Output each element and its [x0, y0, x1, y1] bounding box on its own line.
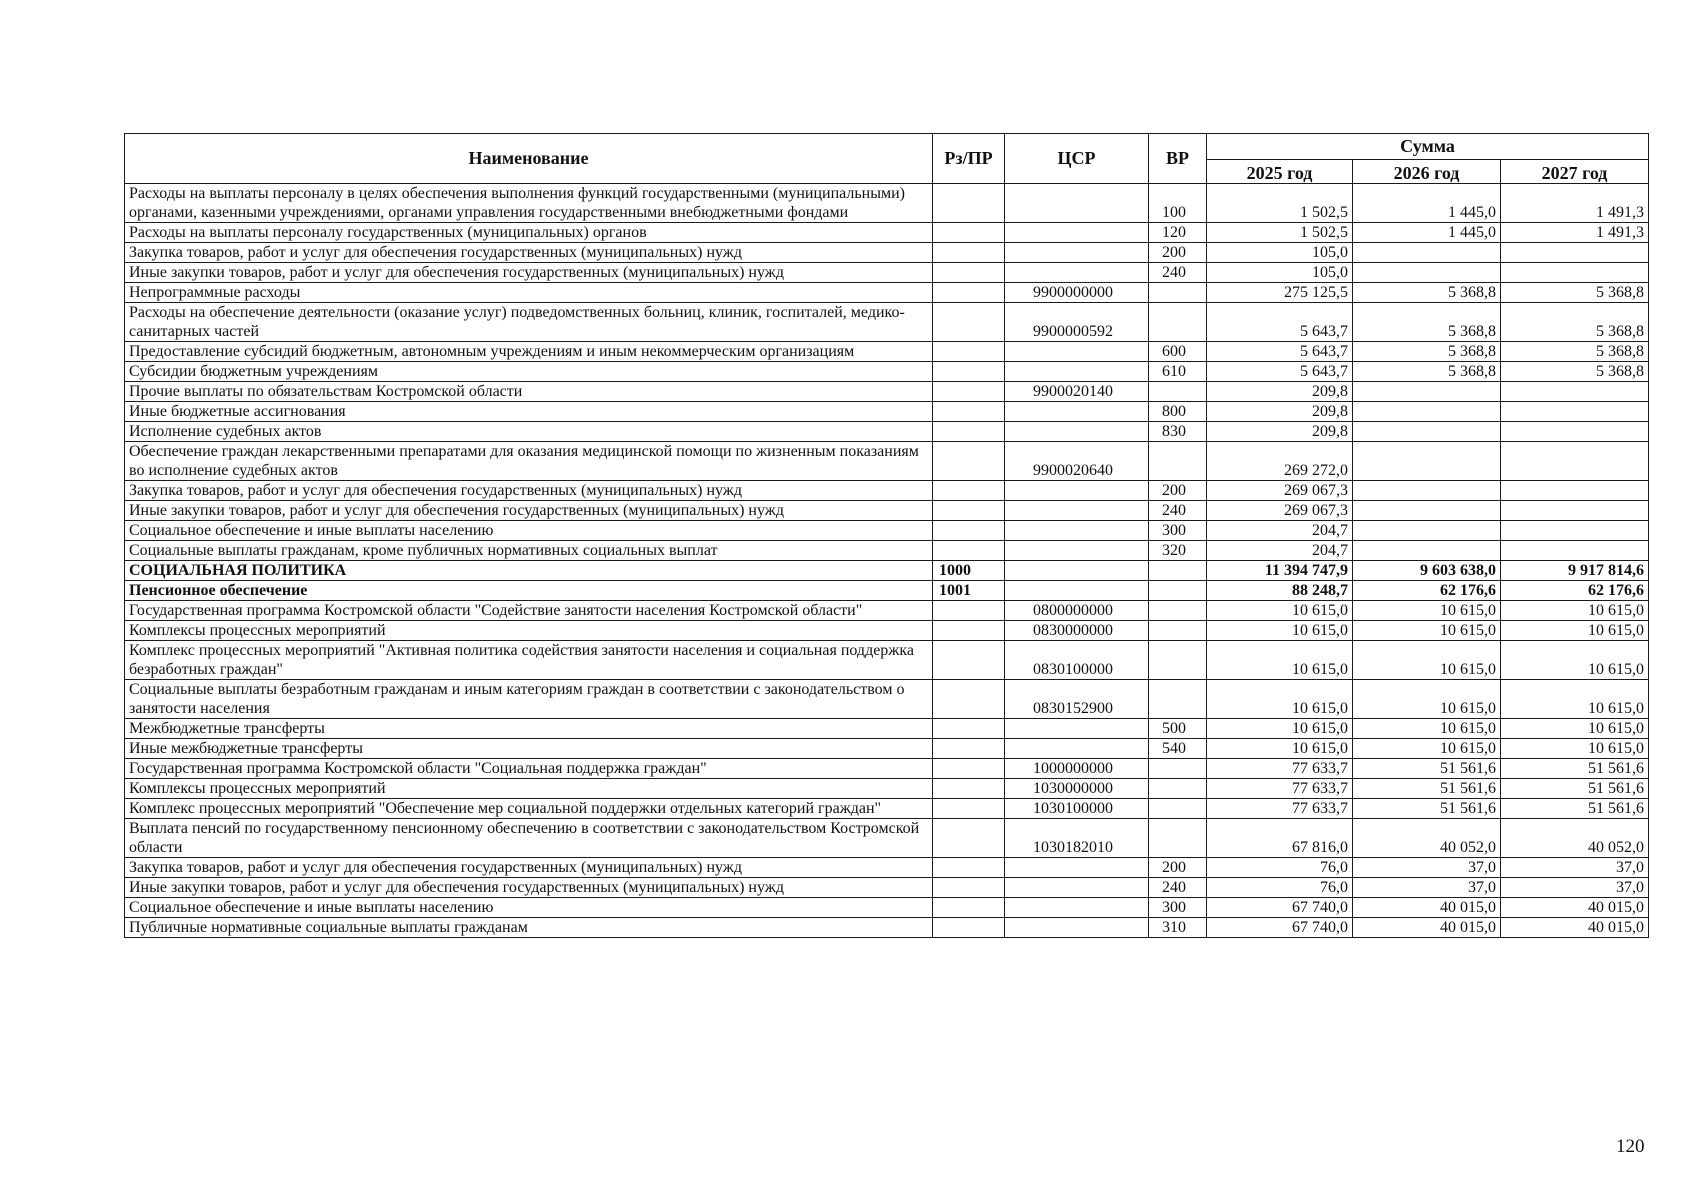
cell-rzpr [933, 382, 1005, 402]
cell-y2025: 77 633,7 [1207, 799, 1353, 819]
table-row [125, 382, 1649, 402]
table-row [125, 481, 1649, 501]
header-year-2026: 2026 год [1353, 160, 1501, 184]
cell-name: Закупка товаров, работ и услуг для обеспечения государственных (муниципальных) нужд [125, 481, 933, 501]
cell-y2027: 10 615,0 [1501, 719, 1649, 739]
cell-y2025: 10 615,0 [1207, 601, 1353, 621]
cell-csr [1005, 858, 1149, 878]
cell-csr: 0800000000 [1005, 601, 1149, 621]
table-row [125, 601, 1649, 621]
cell-csr: 9900020640 [1005, 442, 1149, 481]
cell-y2027 [1501, 521, 1649, 541]
cell-y2025: 10 615,0 [1207, 680, 1353, 719]
cell-y2027 [1501, 243, 1649, 263]
cell-y2027: 10 615,0 [1501, 621, 1649, 641]
cell-y2026: 10 615,0 [1353, 739, 1501, 759]
cell-y2026: 37,0 [1353, 858, 1501, 878]
cell-rzpr [933, 263, 1005, 283]
cell-vr [1149, 283, 1207, 303]
budget-table [124, 133, 1649, 938]
cell-name: Социальные выплаты безработным гражданам и иным категориям граждан в соответствии с законодательством о занятости населения [125, 680, 933, 719]
cell-y2026 [1353, 243, 1501, 263]
page-number: 120 [1616, 1136, 1645, 1157]
cell-y2026 [1353, 541, 1501, 561]
cell-vr: 200 [1149, 858, 1207, 878]
cell-y2025: 269 067,3 [1207, 501, 1353, 521]
cell-rzpr [933, 858, 1005, 878]
cell-csr: 9900000592 [1005, 303, 1149, 342]
cell-y2027: 10 615,0 [1501, 739, 1649, 759]
cell-vr: 200 [1149, 243, 1207, 263]
cell-y2027: 37,0 [1501, 858, 1649, 878]
header-name: Наименование [125, 134, 933, 184]
cell-name: Обеспечение граждан лекарственными препаратами для оказания медицинской помощи по жизненным показаниям во исполнение судебных актов [125, 442, 933, 481]
cell-y2027: 40 052,0 [1501, 819, 1649, 858]
cell-name: Закупка товаров, работ и услуг для обеспечения государственных (муниципальных) нужд [125, 243, 933, 263]
cell-y2027: 5 368,8 [1501, 362, 1649, 382]
cell-csr: 9900000000 [1005, 283, 1149, 303]
cell-rzpr: 1001 [933, 581, 1005, 601]
cell-y2025: 269 272,0 [1207, 442, 1353, 481]
table-row [125, 641, 1649, 680]
cell-vr [1149, 442, 1207, 481]
cell-vr: 800 [1149, 402, 1207, 422]
cell-vr [1149, 382, 1207, 402]
cell-vr: 300 [1149, 898, 1207, 918]
cell-name: Государственная программа Костромской области "Содействие занятости населения Костромской области" [125, 601, 933, 621]
cell-rzpr [933, 601, 1005, 621]
cell-y2025: 67 816,0 [1207, 819, 1353, 858]
cell-rzpr [933, 303, 1005, 342]
cell-y2027 [1501, 422, 1649, 442]
cell-csr [1005, 501, 1149, 521]
cell-y2027 [1501, 263, 1649, 283]
cell-vr: 240 [1149, 263, 1207, 283]
cell-rzpr [933, 878, 1005, 898]
table-row [125, 362, 1649, 382]
cell-rzpr [933, 541, 1005, 561]
cell-csr: 0830000000 [1005, 621, 1149, 641]
cell-name: Расходы на выплаты персоналу государственных (муниципальных) органов [125, 223, 933, 243]
table-row [125, 719, 1649, 739]
cell-y2026: 5 368,8 [1353, 362, 1501, 382]
cell-name: СОЦИАЛЬНАЯ ПОЛИТИКА [125, 561, 933, 581]
cell-vr [1149, 641, 1207, 680]
cell-vr [1149, 680, 1207, 719]
header-year-2027: 2027 год [1501, 160, 1649, 184]
cell-rzpr [933, 184, 1005, 223]
cell-y2026 [1353, 263, 1501, 283]
cell-csr [1005, 561, 1149, 581]
cell-name: Иные бюджетные ассигнования [125, 402, 933, 422]
cell-rzpr [933, 680, 1005, 719]
table-row [125, 739, 1649, 759]
cell-y2025: 209,8 [1207, 382, 1353, 402]
table-row [125, 521, 1649, 541]
table-row [125, 402, 1649, 422]
table-row [125, 621, 1649, 641]
cell-rzpr [933, 759, 1005, 779]
cell-csr: 0830100000 [1005, 641, 1149, 680]
cell-name: Расходы на обеспечение деятельности (оказание услуг) подведомственных больниц, клиник, госпиталей, медико-санитарных частей [125, 303, 933, 342]
cell-rzpr [933, 442, 1005, 481]
cell-csr [1005, 581, 1149, 601]
cell-rzpr [933, 641, 1005, 680]
header-csr: ЦСР [1005, 134, 1149, 184]
cell-vr [1149, 303, 1207, 342]
cell-name: Непрограммные расходы [125, 283, 933, 303]
cell-vr [1149, 561, 1207, 581]
cell-y2026: 10 615,0 [1353, 680, 1501, 719]
cell-y2027: 51 561,6 [1501, 799, 1649, 819]
cell-csr: 1000000000 [1005, 759, 1149, 779]
cell-y2026 [1353, 402, 1501, 422]
cell-y2027 [1501, 541, 1649, 561]
table-row [125, 918, 1649, 938]
cell-y2025: 1 502,5 [1207, 184, 1353, 223]
cell-vr [1149, 581, 1207, 601]
cell-name: Выплата пенсий по государственному пенсионному обеспечению в соответствии с законодательством Костромской области [125, 819, 933, 858]
cell-csr: 9900020140 [1005, 382, 1149, 402]
cell-y2027 [1501, 481, 1649, 501]
cell-name: Иные закупки товаров, работ и услуг для обеспечения государственных (муниципальных) нужд [125, 878, 933, 898]
cell-y2026: 62 176,6 [1353, 581, 1501, 601]
cell-y2026: 37,0 [1353, 878, 1501, 898]
cell-vr [1149, 819, 1207, 858]
cell-csr: 1030000000 [1005, 779, 1149, 799]
cell-y2025: 76,0 [1207, 878, 1353, 898]
cell-vr [1149, 779, 1207, 799]
cell-y2027: 10 615,0 [1501, 641, 1649, 680]
table-row [125, 779, 1649, 799]
cell-csr: 0830152900 [1005, 680, 1149, 719]
cell-csr: 1030182010 [1005, 819, 1149, 858]
cell-y2026: 10 615,0 [1353, 621, 1501, 641]
cell-y2025: 105,0 [1207, 243, 1353, 263]
table-row [125, 680, 1649, 719]
cell-csr [1005, 481, 1149, 501]
cell-y2026 [1353, 442, 1501, 481]
table-row [125, 581, 1649, 601]
cell-rzpr [933, 481, 1005, 501]
table-row [125, 422, 1649, 442]
cell-name: Прочие выплаты по обязательствам Костромской области [125, 382, 933, 402]
cell-csr [1005, 521, 1149, 541]
table-row [125, 243, 1649, 263]
table-row [125, 184, 1649, 223]
cell-y2025: 209,8 [1207, 402, 1353, 422]
cell-vr: 320 [1149, 541, 1207, 561]
table-row [125, 303, 1649, 342]
cell-y2025: 67 740,0 [1207, 918, 1353, 938]
cell-name: Иные закупки товаров, работ и услуг для обеспечения государственных (муниципальных) нужд [125, 263, 933, 283]
cell-rzpr: 1000 [933, 561, 1005, 581]
cell-y2026 [1353, 521, 1501, 541]
cell-csr [1005, 184, 1149, 223]
cell-y2026: 40 015,0 [1353, 898, 1501, 918]
cell-y2025: 67 740,0 [1207, 898, 1353, 918]
cell-name: Публичные нормативные социальные выплаты гражданам [125, 918, 933, 938]
table-row [125, 442, 1649, 481]
cell-rzpr [933, 223, 1005, 243]
cell-y2026: 51 561,6 [1353, 799, 1501, 819]
cell-name: Комплексы процессных мероприятий [125, 779, 933, 799]
cell-name: Расходы на выплаты персоналу в целях обеспечения выполнения функций государственными (муниципальными) органами, казенными учреждениями, органами управления государственными внебюджетными фондами [125, 184, 933, 223]
cell-name: Межбюджетные трансферты [125, 719, 933, 739]
cell-vr [1149, 621, 1207, 641]
cell-name: Социальные выплаты гражданам, кроме публичных нормативных социальных выплат [125, 541, 933, 561]
cell-y2026: 51 561,6 [1353, 779, 1501, 799]
table-row [125, 759, 1649, 779]
budget-table-container [124, 133, 1648, 938]
cell-rzpr [933, 283, 1005, 303]
cell-y2026: 5 368,8 [1353, 342, 1501, 362]
cell-name: Социальное обеспечение и иные выплаты населению [125, 521, 933, 541]
cell-rzpr [933, 342, 1005, 362]
cell-y2025: 275 125,5 [1207, 283, 1353, 303]
cell-vr [1149, 601, 1207, 621]
cell-rzpr [933, 819, 1005, 858]
cell-csr: 1030100000 [1005, 799, 1149, 819]
cell-rzpr [933, 501, 1005, 521]
cell-y2025: 1 502,5 [1207, 223, 1353, 243]
cell-rzpr [933, 402, 1005, 422]
cell-rzpr [933, 799, 1005, 819]
cell-vr: 540 [1149, 739, 1207, 759]
cell-y2026: 40 015,0 [1353, 918, 1501, 938]
cell-csr [1005, 263, 1149, 283]
cell-csr [1005, 719, 1149, 739]
cell-vr: 830 [1149, 422, 1207, 442]
cell-y2026: 1 445,0 [1353, 223, 1501, 243]
cell-csr [1005, 402, 1149, 422]
cell-csr [1005, 739, 1149, 759]
cell-y2027: 1 491,3 [1501, 223, 1649, 243]
cell-y2027: 62 176,6 [1501, 581, 1649, 601]
cell-y2027: 40 015,0 [1501, 918, 1649, 938]
cell-y2027 [1501, 442, 1649, 481]
cell-name: Иные закупки товаров, работ и услуг для обеспечения государственных (муниципальных) нужд [125, 501, 933, 521]
cell-y2026: 5 368,8 [1353, 303, 1501, 342]
cell-y2027: 1 491,3 [1501, 184, 1649, 223]
cell-y2026 [1353, 481, 1501, 501]
cell-rzpr [933, 918, 1005, 938]
cell-y2025: 209,8 [1207, 422, 1353, 442]
cell-y2027 [1501, 382, 1649, 402]
table-row [125, 819, 1649, 858]
cell-y2025: 77 633,7 [1207, 759, 1353, 779]
cell-vr: 120 [1149, 223, 1207, 243]
table-row [125, 799, 1649, 819]
table-row [125, 898, 1649, 918]
cell-y2027 [1501, 501, 1649, 521]
cell-y2026: 5 368,8 [1353, 283, 1501, 303]
cell-y2027: 5 368,8 [1501, 303, 1649, 342]
table-row [125, 878, 1649, 898]
table-row [125, 283, 1649, 303]
cell-csr [1005, 541, 1149, 561]
cell-name: Социальное обеспечение и иные выплаты населению [125, 898, 933, 918]
cell-vr: 200 [1149, 481, 1207, 501]
table-row [125, 263, 1649, 283]
cell-y2025: 5 643,7 [1207, 303, 1353, 342]
cell-csr [1005, 918, 1149, 938]
cell-vr: 600 [1149, 342, 1207, 362]
cell-y2027: 5 368,8 [1501, 342, 1649, 362]
cell-y2025: 76,0 [1207, 858, 1353, 878]
cell-y2025: 10 615,0 [1207, 621, 1353, 641]
cell-vr: 300 [1149, 521, 1207, 541]
cell-y2026: 10 615,0 [1353, 641, 1501, 680]
header-rzpr: Рз/ПР [933, 134, 1005, 184]
table-row [125, 561, 1649, 581]
cell-y2027: 10 615,0 [1501, 601, 1649, 621]
cell-y2027: 9 917 814,6 [1501, 561, 1649, 581]
cell-y2025: 10 615,0 [1207, 739, 1353, 759]
table-row [125, 858, 1649, 878]
cell-y2025: 88 248,7 [1207, 581, 1353, 601]
cell-y2027: 51 561,6 [1501, 759, 1649, 779]
cell-rzpr [933, 739, 1005, 759]
cell-y2027: 5 368,8 [1501, 283, 1649, 303]
table-row [125, 223, 1649, 243]
cell-rzpr [933, 621, 1005, 641]
cell-name: Субсидии бюджетным учреждениям [125, 362, 933, 382]
cell-name: Комплексы процессных мероприятий [125, 621, 933, 641]
cell-y2025: 204,7 [1207, 521, 1353, 541]
cell-rzpr [933, 521, 1005, 541]
cell-csr [1005, 422, 1149, 442]
cell-name: Государственная программа Костромской области "Социальная поддержка граждан" [125, 759, 933, 779]
cell-y2027: 51 561,6 [1501, 779, 1649, 799]
cell-y2026: 10 615,0 [1353, 601, 1501, 621]
cell-vr: 310 [1149, 918, 1207, 938]
cell-csr [1005, 223, 1149, 243]
cell-vr: 610 [1149, 362, 1207, 382]
cell-y2025: 77 633,7 [1207, 779, 1353, 799]
cell-y2026: 9 603 638,0 [1353, 561, 1501, 581]
cell-y2025: 11 394 747,9 [1207, 561, 1353, 581]
cell-rzpr [933, 422, 1005, 442]
cell-y2025: 105,0 [1207, 263, 1353, 283]
table-row [125, 541, 1649, 561]
cell-name: Исполнение судебных актов [125, 422, 933, 442]
table-body [125, 184, 1649, 938]
header-vr: ВР [1149, 134, 1207, 184]
cell-vr [1149, 759, 1207, 779]
cell-csr [1005, 878, 1149, 898]
cell-y2027 [1501, 402, 1649, 422]
cell-vr [1149, 799, 1207, 819]
cell-rzpr [933, 362, 1005, 382]
cell-vr: 240 [1149, 501, 1207, 521]
cell-y2026 [1353, 382, 1501, 402]
cell-y2025: 269 067,3 [1207, 481, 1353, 501]
table-row [125, 342, 1649, 362]
cell-name: Комплекс процессных мероприятий "Обеспечение мер социальной поддержки отдельных категорий граждан" [125, 799, 933, 819]
cell-y2025: 204,7 [1207, 541, 1353, 561]
cell-y2025: 5 643,7 [1207, 342, 1353, 362]
cell-vr: 100 [1149, 184, 1207, 223]
cell-csr [1005, 898, 1149, 918]
cell-csr [1005, 342, 1149, 362]
cell-y2025: 10 615,0 [1207, 719, 1353, 739]
cell-rzpr [933, 898, 1005, 918]
cell-vr: 240 [1149, 878, 1207, 898]
cell-y2027: 37,0 [1501, 878, 1649, 898]
cell-name: Закупка товаров, работ и услуг для обеспечения государственных (муниципальных) нужд [125, 858, 933, 878]
header-year-2025: 2025 год [1207, 160, 1353, 184]
cell-rzpr [933, 779, 1005, 799]
cell-y2027: 10 615,0 [1501, 680, 1649, 719]
cell-y2026: 10 615,0 [1353, 719, 1501, 739]
table-row [125, 501, 1649, 521]
cell-y2026: 40 052,0 [1353, 819, 1501, 858]
cell-csr [1005, 362, 1149, 382]
cell-name: Иные межбюджетные трансферты [125, 739, 933, 759]
cell-y2027: 40 015,0 [1501, 898, 1649, 918]
cell-name: Комплекс процессных мероприятий "Активная политика содействия занятости населения и социальная поддержка безработных граждан" [125, 641, 933, 680]
cell-rzpr [933, 243, 1005, 263]
cell-rzpr [933, 719, 1005, 739]
cell-y2026 [1353, 501, 1501, 521]
cell-csr [1005, 243, 1149, 263]
cell-y2026 [1353, 422, 1501, 442]
cell-vr: 500 [1149, 719, 1207, 739]
cell-name: Пенсионное обеспечение [125, 581, 933, 601]
cell-name: Предоставление субсидий бюджетным, автономным учреждениям и иным некоммерческим организациям [125, 342, 933, 362]
cell-y2026: 1 445,0 [1353, 184, 1501, 223]
cell-y2026: 51 561,6 [1353, 759, 1501, 779]
cell-y2025: 5 643,7 [1207, 362, 1353, 382]
header-sum: Сумма [1207, 134, 1649, 160]
cell-y2025: 10 615,0 [1207, 641, 1353, 680]
